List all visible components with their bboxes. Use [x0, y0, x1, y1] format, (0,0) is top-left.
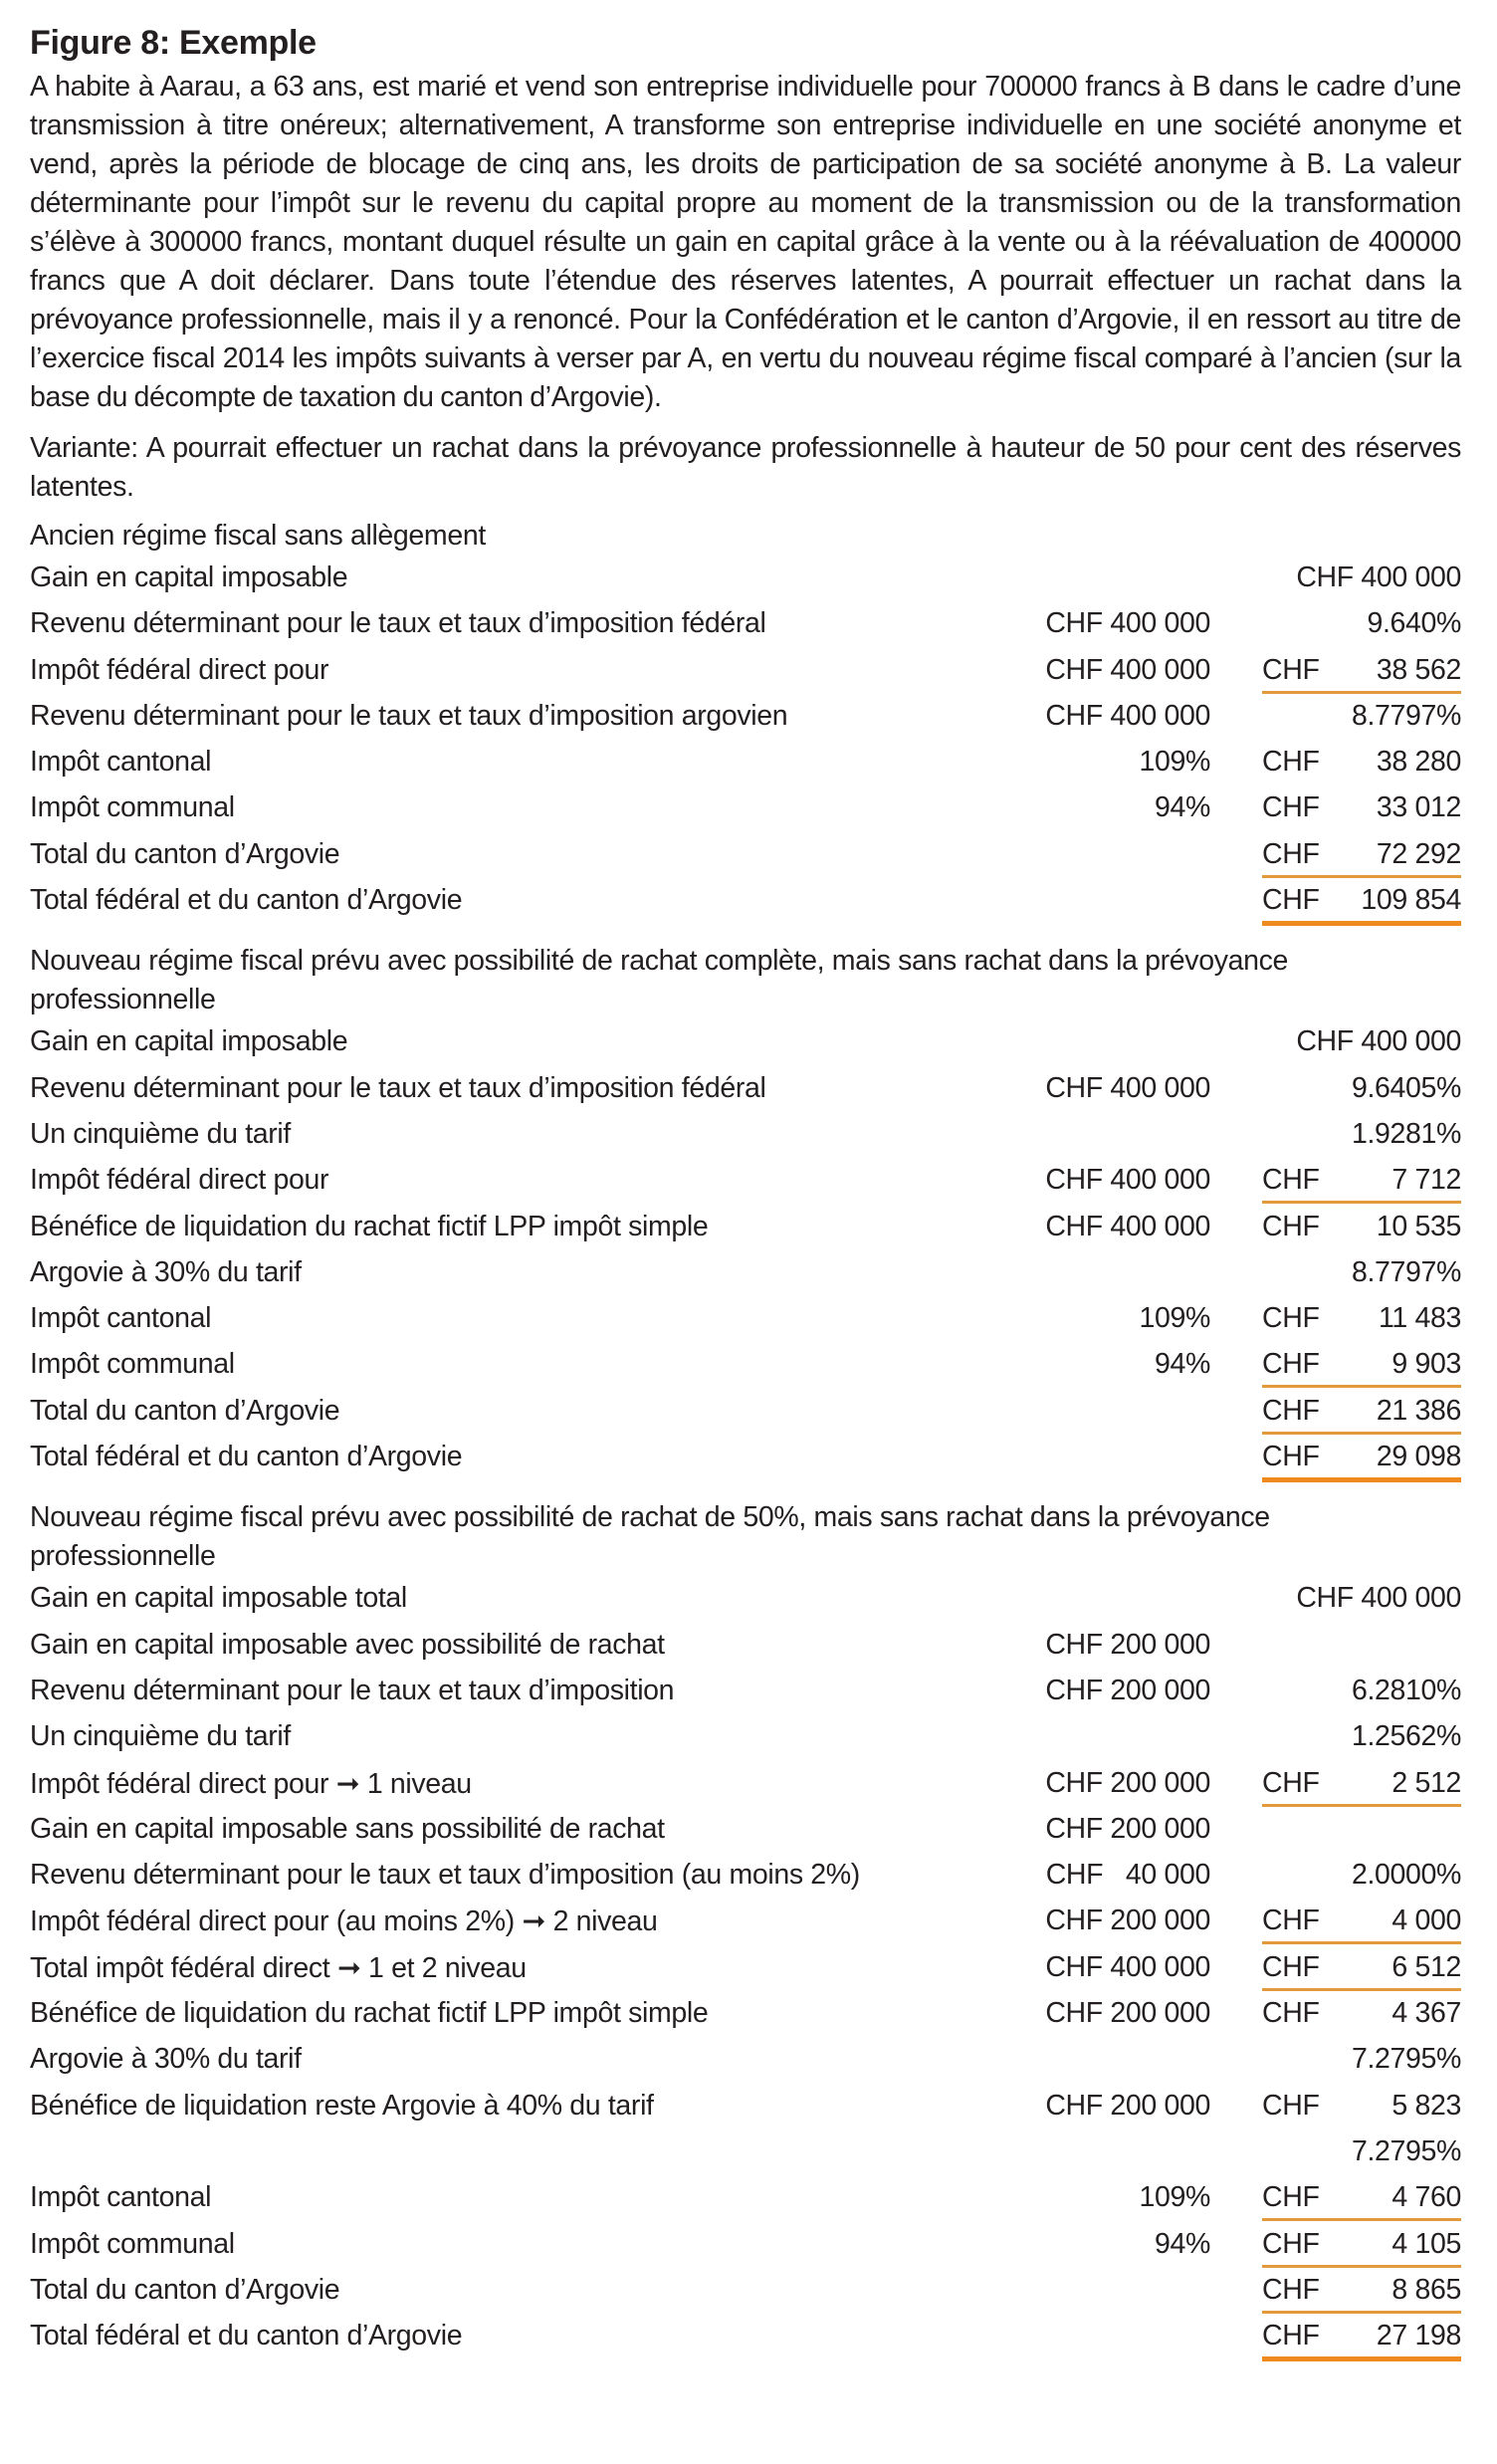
row-label: Argovie à 30% du tarif	[30, 1255, 302, 1288]
row-basis: 109%	[1139, 746, 1210, 779]
amount-value: 1.9281%	[1351, 1117, 1461, 1150]
table-row	[30, 1576, 1461, 1622]
row-amount	[1262, 1441, 1461, 1473]
row-label: Bénéfice de liquidation reste Argovie à 40% du tarif	[30, 2089, 654, 2122]
currency-label: CHF	[1262, 1394, 1320, 1427]
currency-label: CHF	[1262, 2181, 1320, 2214]
amount-value: 4 000	[1391, 1904, 1461, 1937]
amount-value: CHF 400 000	[1296, 1582, 1461, 1615]
row-label: Impôt cantonal	[30, 2181, 212, 2214]
currency-label: CHF	[1262, 1302, 1320, 1335]
row-amount	[1262, 746, 1461, 779]
amount-value: 109 854	[1361, 884, 1461, 917]
amount-value: 9 903	[1391, 1348, 1461, 1381]
row-label: Impôt communal	[30, 791, 235, 824]
row-amount	[1262, 1951, 1461, 1984]
table-row	[30, 2175, 1461, 2221]
table-row	[30, 1066, 1461, 1112]
row-label: Un cinquième du tarif	[30, 1720, 291, 1753]
row-amount	[1262, 884, 1461, 917]
row-label: Bénéfice de liquidation du rachat fictif LPP impôt simple	[30, 1210, 709, 1242]
row-label: Gain en capital imposable	[30, 1025, 348, 1058]
table-row	[30, 740, 1461, 785]
row-amount	[1262, 1072, 1461, 1105]
row-basis: CHF 400 000	[1045, 1164, 1210, 1197]
currency-label: CHF	[1262, 1164, 1320, 1197]
row-basis: CHF 400 000	[1045, 653, 1210, 686]
currency-label: CHF	[1262, 2227, 1320, 2260]
tax-tables	[30, 517, 1461, 2359]
amount-value: 11 483	[1379, 1302, 1461, 1335]
row-label: Total du canton d’Argovie	[30, 837, 340, 870]
table-row	[30, 2129, 1461, 2175]
section-title: Nouveau régime fiscal prévu avec possibilité de rachat de 50%, mais sans rachat dans la prévoyance professionnelle	[30, 1501, 1270, 1573]
row-basis: 109%	[1139, 2181, 1210, 2214]
amount-value: 9.6405%	[1351, 1071, 1461, 1104]
row-basis: CHF 400 000	[1045, 1210, 1210, 1242]
row-basis: CHF 200 000	[1045, 1766, 1210, 1799]
row-amount	[1262, 607, 1461, 640]
table-row	[30, 1807, 1461, 1853]
row-amount	[1262, 1675, 1461, 1707]
currency-label: CHF	[1262, 1766, 1320, 1799]
row-amount	[1262, 1720, 1461, 1753]
amount-value: 4 367	[1391, 1997, 1461, 2030]
variant-paragraph: Variante: A pourrait effectuer un rachat dans la prévoyance professionnelle à hauteur de 50 pour cent des réserves latentes.	[30, 432, 1461, 503]
row-amount	[1262, 1767, 1461, 1800]
amount-value: 7.2795%	[1351, 2134, 1461, 2167]
row-label: Impôt fédéral direct pour	[30, 1164, 329, 1197]
currency-label: CHF	[1262, 1904, 1320, 1937]
table-row	[30, 601, 1461, 647]
currency-label: CHF	[1262, 746, 1320, 779]
row-amount	[1262, 791, 1461, 824]
currency-label: CHF	[1262, 1441, 1320, 1473]
row-basis: CHF 400 000	[1045, 1071, 1210, 1104]
amount-value: 10 535	[1376, 1210, 1461, 1242]
row-amount	[1262, 700, 1461, 733]
row-label: Gain en capital imposable	[30, 561, 348, 593]
row-label: Revenu déterminant pour le taux et taux d’imposition fédéral	[30, 1071, 766, 1104]
row-amount	[1262, 1118, 1461, 1151]
amount-value: 7 712	[1391, 1164, 1461, 1197]
table-row	[30, 1714, 1461, 1760]
row-amount	[1262, 654, 1461, 687]
currency-label: CHF	[1262, 1210, 1320, 1242]
amount-value: 8.7797%	[1351, 699, 1461, 732]
section-title: Nouveau régime fiscal prévu avec possibilité de rachat complète, mais sans rachat dans la prévoyance professionnelle	[30, 945, 1289, 1016]
row-label: Bénéfice de liquidation du rachat fictif LPP impôt simple	[30, 1997, 709, 2030]
row-label: Impôt fédéral direct pour ➞ 1 niveau	[30, 1767, 472, 1800]
row-label: Impôt cantonal	[30, 746, 212, 779]
table-row	[30, 1623, 1461, 1669]
table-row	[30, 1250, 1461, 1296]
row-label: Un cinquième du tarif	[30, 1117, 291, 1150]
row-label: Revenu déterminant pour le taux et taux d’imposition argovien	[30, 699, 788, 732]
row-amount	[1262, 2135, 1461, 2168]
amount-value: 29 098	[1376, 1441, 1461, 1473]
row-basis: CHF 200 000	[1045, 1628, 1210, 1661]
table-row	[30, 2037, 1461, 2083]
amount-value: 72 292	[1376, 837, 1461, 870]
row-amount	[1262, 1025, 1461, 1058]
amount-value: 6.2810%	[1351, 1674, 1461, 1706]
row-amount	[1262, 1997, 1461, 2030]
amount-value: 38 280	[1376, 746, 1461, 779]
table-row	[30, 832, 1461, 878]
table-row	[30, 1669, 1461, 1714]
row-amount	[1262, 1904, 1461, 1937]
amount-value: 33 012	[1376, 791, 1461, 824]
row-amount	[1262, 561, 1461, 594]
row-amount	[1262, 838, 1461, 871]
table-row	[30, 785, 1461, 831]
row-basis: CHF 400 000	[1045, 1950, 1210, 1983]
row-label: Gain en capital imposable sans possibilité de rachat	[30, 1812, 665, 1845]
tax-section	[30, 1498, 1461, 2359]
row-amount	[1262, 1582, 1461, 1615]
amount-value: 9.640%	[1367, 607, 1461, 640]
row-label: Argovie à 30% du tarif	[30, 2043, 302, 2076]
table-row	[30, 1761, 1461, 1807]
row-label: Revenu déterminant pour le taux et taux d’imposition (au moins 2%)	[30, 1859, 860, 1892]
amount-value: CHF 400 000	[1296, 1025, 1461, 1058]
row-amount	[1262, 2090, 1461, 2123]
row-basis: CHF 40 000	[1045, 1859, 1210, 1892]
row-label: Total fédéral et du canton d’Argovie	[30, 1441, 463, 1473]
row-label: Revenu déterminant pour le taux et taux d’imposition fédéral	[30, 607, 766, 640]
row-basis: CHF 400 000	[1045, 699, 1210, 732]
row-label: Total impôt fédéral direct ➞ 1 et 2 niveau	[30, 1951, 527, 1984]
row-basis: 109%	[1139, 1302, 1210, 1335]
currency-label: CHF	[1262, 2089, 1320, 2122]
amount-value: 2.0000%	[1351, 1859, 1461, 1892]
row-basis: CHF 400 000	[1045, 607, 1210, 640]
row-label: Gain en capital imposable avec possibilité de rachat	[30, 1628, 665, 1661]
row-amount	[1262, 1211, 1461, 1243]
row-amount	[1262, 1348, 1461, 1381]
amount-value: 4 105	[1391, 2227, 1461, 2260]
row-amount	[1262, 1395, 1461, 1428]
currency-label: CHF	[1262, 1950, 1320, 1983]
row-basis: CHF 200 000	[1045, 1904, 1210, 1937]
row-amount	[1262, 2228, 1461, 2261]
amount-value: 8 865	[1391, 2273, 1461, 2306]
amount-value: 21 386	[1376, 1394, 1461, 1427]
row-basis: CHF 200 000	[1045, 1812, 1210, 1845]
row-label: Impôt communal	[30, 1348, 235, 1381]
table-row	[30, 2222, 1461, 2268]
currency-label: CHF	[1262, 884, 1320, 917]
table-row	[30, 878, 1461, 924]
table-row	[30, 1991, 1461, 2037]
row-amount	[1262, 2320, 1461, 2352]
row-amount	[1262, 1859, 1461, 1892]
row-amount	[1262, 1256, 1461, 1289]
table-row	[30, 1435, 1461, 1480]
table-row	[30, 2268, 1461, 2314]
currency-label: CHF	[1262, 2273, 1320, 2306]
row-label: Total fédéral et du canton d’Argovie	[30, 2320, 463, 2352]
table-row	[30, 1205, 1461, 1250]
currency-label: CHF	[1262, 837, 1320, 870]
table-row	[30, 1112, 1461, 1158]
row-label: Impôt communal	[30, 2227, 235, 2260]
amount-value: CHF 400 000	[1296, 561, 1461, 593]
table-row	[30, 1296, 1461, 1342]
table-row	[30, 1158, 1461, 1204]
table-row	[30, 556, 1461, 601]
currency-label: CHF	[1262, 653, 1320, 686]
amount-value: 5 823	[1391, 2089, 1461, 2122]
table-row	[30, 648, 1461, 694]
row-label: Impôt cantonal	[30, 1302, 212, 1335]
table-row	[30, 1019, 1461, 1065]
tax-section	[30, 517, 1461, 924]
table-row	[30, 2314, 1461, 2359]
row-basis: CHF 200 000	[1045, 2089, 1210, 2122]
amount-value: 6 512	[1391, 1950, 1461, 1983]
row-basis: CHF 200 000	[1045, 1674, 1210, 1706]
row-basis: 94%	[1155, 1348, 1210, 1381]
currency-label: CHF	[1262, 791, 1320, 824]
amount-value: 8.7797%	[1351, 1255, 1461, 1288]
figure-page	[30, 20, 1461, 2359]
row-amount	[1262, 2043, 1461, 2076]
table-row	[30, 1899, 1461, 1944]
amount-value: 27 198	[1376, 2320, 1461, 2352]
section-title: Ancien régime fiscal sans allègement	[30, 520, 486, 552]
amount-value: 2 512	[1391, 1766, 1461, 1799]
amount-value: 1.2562%	[1351, 1720, 1461, 1753]
row-amount	[1262, 2181, 1461, 2214]
row-amount	[1262, 2274, 1461, 2307]
amount-value: 7.2795%	[1351, 2043, 1461, 2076]
row-label: Impôt fédéral direct pour (au moins 2%) ➞ 2 niveau	[30, 1905, 658, 1938]
amount-value: 38 562	[1376, 653, 1461, 686]
row-basis: 94%	[1155, 791, 1210, 824]
row-label: Revenu déterminant pour le taux et taux d’imposition	[30, 1674, 675, 1706]
intro-paragraph: A habite à Aarau, a 63 ans, est marié et vend son entreprise individuelle pour 700000 francs à B dans le cadre d’une transmission à titre onéreux; alternativement, A transforme son entreprise individuelle en une société anonyme et vend, après la période de blocage de cinq ans, les droits de participation de sa société anonyme à B. La valeur déterminante pour l’impôt sur le revenu du capital propre au moment de la transmission ou de la transformation s’élève à 300000 francs, montant duquel résulte un gain en capital grâce à la vente ou à la réévaluation de 400000 francs que A doit déclarer. Dans toute l’étendue des réserves latentes, A pourrait effectuer un rachat dans la prévoyance professionnelle, mais il y a renoncé. Pour la Confédération et le canton d’Argovie, il en ressort au titre de l’exercice fiscal 2014 les impôts suivants à verser par A, en vertu du nouveau régime fiscal comparé à l’ancien (sur la base du décompte de taxation du canton d’Argovie).	[30, 71, 1461, 413]
row-label: Total du canton d’Argovie	[30, 2273, 340, 2306]
row-basis: 94%	[1155, 2227, 1210, 2260]
row-amount	[1262, 1164, 1461, 1197]
table-row	[30, 1389, 1461, 1435]
table-row	[30, 2084, 1461, 2129]
currency-label: CHF	[1262, 2320, 1320, 2352]
table-row	[30, 1853, 1461, 1899]
figure-title: Figure 8: Exemple	[30, 24, 317, 62]
row-basis: CHF 200 000	[1045, 1997, 1210, 2030]
currency-label: CHF	[1262, 1997, 1320, 2030]
row-label: Total du canton d’Argovie	[30, 1394, 340, 1427]
row-label: Gain en capital imposable total	[30, 1582, 407, 1615]
table-row	[30, 1945, 1461, 1991]
table-row	[30, 694, 1461, 740]
table-row	[30, 1342, 1461, 1388]
row-amount	[1262, 1302, 1461, 1335]
currency-label: CHF	[1262, 1348, 1320, 1381]
row-label: Impôt fédéral direct pour	[30, 653, 329, 686]
tax-section	[30, 942, 1461, 1480]
row-label: Total fédéral et du canton d’Argovie	[30, 884, 463, 917]
amount-value: 4 760	[1391, 2181, 1461, 2214]
